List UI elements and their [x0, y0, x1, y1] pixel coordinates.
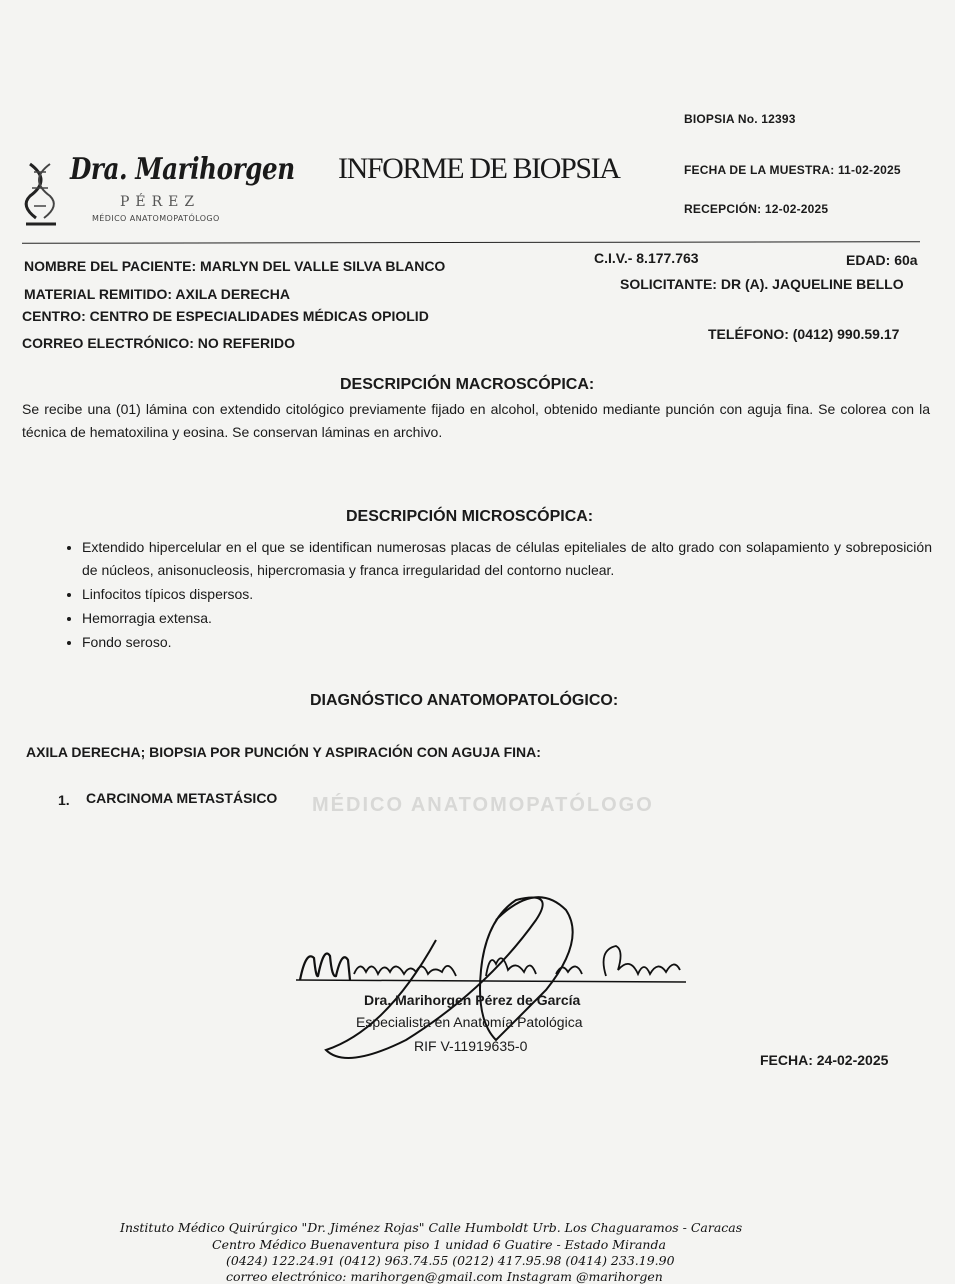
microscopic-title: DESCRIPCIÓN MICROSCÓPICA:	[346, 508, 594, 525]
list-item: • Linfocitos típicos dispersos.	[82, 583, 932, 606]
footer-address-2: Centro Médico Buenaventura piso 1 unidad 6 Guatire - Estado Miranda	[212, 1237, 666, 1252]
sample-date: FECHA DE LA MUESTRA: 11-02-2025	[684, 163, 901, 177]
macroscopic-title: DESCRIPCIÓN MACROSCÓPICA:	[340, 376, 595, 393]
report-title: INFORME DE BIOPSIA	[338, 152, 620, 185]
patient-email: CORREO ELECTRÓNICO: NO REFERIDO	[22, 335, 296, 351]
logo-tagline: MÉDICO ANATOMOPATÓLOGO	[92, 214, 220, 223]
list-item: • Extendido hipercelular en el que se identifican numerosas placas de células epiteliales de alto grado con solapamiento y sobreposición de núcleos, anisonucleosis, hipercromasia y franca irregularidad del contorno nuclear.	[82, 536, 932, 582]
logo-surname: PÉREZ	[120, 194, 201, 210]
material-sent: MATERIAL REMITIDO: AXILA DERECHA	[24, 286, 290, 302]
diagnosis-item: CARCINOMA METASTÁSICO	[86, 790, 278, 806]
macroscopic-text: Se recibe una (01) lámina con extendido citológico previamente fijado en alcohol, obtenido mediante punción con aguja fina. Se colorea con la técnica de hematoxilina y eosina. Se conservan láminas en archivo.	[22, 401, 930, 440]
signature-rif: RIF V-11919635-0	[414, 1038, 528, 1054]
microscopic-list	[24, 536, 932, 655]
logo-name: Dra. Marihorgen	[70, 152, 295, 187]
diagnosis-number: 1.	[58, 792, 70, 808]
list-item: • Fondo seroso.	[82, 631, 932, 654]
header-divider	[22, 241, 920, 244]
list-item: • Hemorragia extensa.	[82, 607, 932, 630]
diagnosis-subtitle: AXILA DERECHA; BIOPSIA POR PUNCIÓN Y ASPIRACIÓN CON AGUJA FINA:	[26, 744, 541, 760]
footer-address-1: Instituto Médico Quirúrgico "Dr. Jiménez Rojas" Calle Humboldt Urb. Los Chaguaramos - Caracas	[120, 1220, 743, 1235]
patient-civ: C.I.V.- 8.177.763	[594, 250, 699, 266]
medical-center: CENTRO: CENTRO DE ESPECIALIDADES MÉDICAS OPIOLID	[22, 308, 429, 324]
top-edge-residue	[20, 0, 380, 9]
patient-phone: TELÉFONO: (0412) 990.59.17	[708, 326, 900, 342]
report-date: FECHA: 24-02-2025	[760, 1052, 889, 1068]
watermark: MÉDICO ANATOMOPATÓLOGO	[312, 794, 654, 816]
signature-name: Dra. Marihorgen Pérez de García	[364, 992, 581, 1008]
patient-name: NOMBRE DEL PACIENTE: MARLYN DEL VALLE SILVA BLANCO	[24, 258, 446, 274]
requesting-doctor: SOLICITANTE: DR (A). JAQUELINE BELLO	[620, 276, 904, 292]
footer-phones: (0424) 122.24.91 (0412) 963.74.55 (0212) 417.95.98 (0414) 233.19.90	[226, 1253, 675, 1268]
patient-age: EDAD: 60a	[846, 252, 918, 268]
biopsy-number: BIOPSIA No. 12393	[684, 112, 796, 126]
reception-date: RECEPCIÓN: 12-02-2025	[684, 202, 829, 216]
dna-helix-icon	[22, 158, 62, 230]
logo	[22, 150, 302, 235]
diagnosis-title: DIAGNÓSTICO ANATOMOPATOLÓGICO:	[310, 692, 619, 709]
signature-title: Especialista en Anatomía Patológica	[356, 1014, 583, 1030]
footer-contact: correo electrónico: marihorgen@gmail.com Instagram @marihorgen	[226, 1269, 663, 1284]
